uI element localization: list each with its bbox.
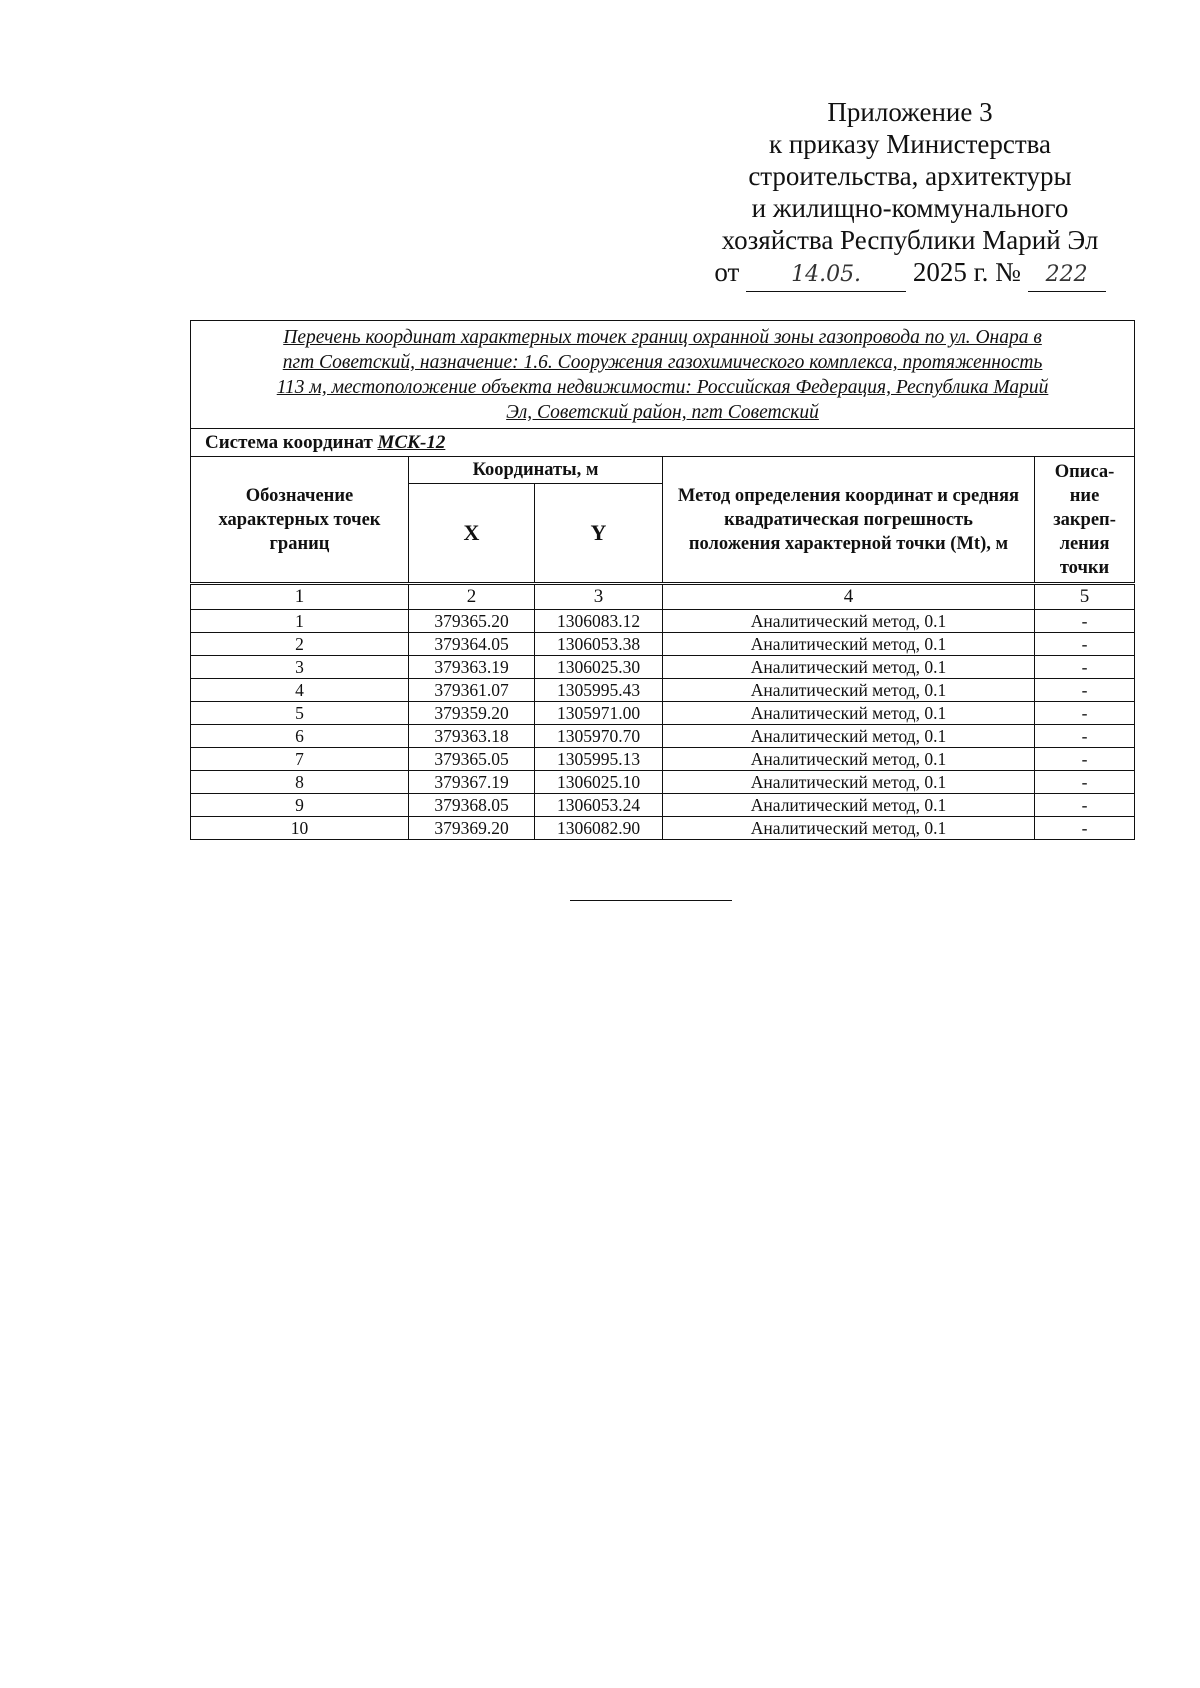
coordinates-table-container: [190, 320, 1134, 840]
header-method: Метод определения координат и средняя квадратическая погрешность положения характерной точки (Mt), м: [663, 457, 1035, 584]
coordinate-system-row: [191, 429, 1135, 457]
cell-x: 379368.05: [409, 794, 535, 817]
header-y: Y: [535, 484, 663, 584]
order-date-handwritten: 14.05.: [746, 259, 906, 292]
cell-description: -: [1035, 656, 1135, 679]
cell-description: -: [1035, 633, 1135, 656]
cell-point: 3: [191, 656, 409, 679]
column-number: 1: [191, 584, 409, 610]
cell-y: 1306025.10: [535, 771, 663, 794]
cell-point: 5: [191, 702, 409, 725]
table-row: [191, 725, 1135, 748]
cell-method: Аналитический метод, 0.1: [663, 679, 1035, 702]
header-line-2: к приказу Министерства: [768, 129, 1052, 159]
cell-method: Аналитический метод, 0.1: [663, 725, 1035, 748]
cell-y: 1306082.90: [535, 817, 663, 840]
header-coordinates: Координаты, м: [409, 457, 663, 484]
column-number-row: [191, 584, 1135, 610]
cell-y: 1306053.24: [535, 794, 663, 817]
cell-description: -: [1035, 679, 1135, 702]
order-number-handwritten: 222: [1028, 259, 1106, 292]
caption-line-1: Перечень координат характерных точек границ охранной зоны газопровода по ул. Онара в: [283, 327, 1042, 348]
cell-x: 379365.05: [409, 748, 535, 771]
caption-line-4: Эл, Советский район, пгт Советский: [506, 402, 819, 423]
cell-x: 379367.19: [409, 771, 535, 794]
cell-description: -: [1035, 771, 1135, 794]
table-row: [191, 771, 1135, 794]
coordinate-system-value: МСК-12: [377, 431, 446, 453]
cell-x: 379363.18: [409, 725, 535, 748]
header-line-4: и жилищно-коммунального: [751, 193, 1069, 223]
cell-point: 4: [191, 679, 409, 702]
table-caption: [191, 321, 1135, 429]
cell-point: 1: [191, 610, 409, 633]
cell-description: -: [1035, 794, 1135, 817]
cell-description: -: [1035, 748, 1135, 771]
cell-method: Аналитический метод, 0.1: [663, 748, 1035, 771]
column-number: 5: [1035, 584, 1135, 610]
cell-point: 2: [191, 633, 409, 656]
cell-method: Аналитический метод, 0.1: [663, 794, 1035, 817]
column-number: 3: [535, 584, 663, 610]
cell-method: Аналитический метод, 0.1: [663, 771, 1035, 794]
column-number: 4: [663, 584, 1035, 610]
cell-method: Аналитический метод, 0.1: [663, 656, 1035, 679]
appendix-title: Приложение 3: [827, 97, 993, 127]
cell-y: 1305995.13: [535, 748, 663, 771]
cell-point: 8: [191, 771, 409, 794]
closing-rule-divider: [570, 900, 732, 901]
order-prefix: от: [714, 257, 740, 287]
table-row: [191, 610, 1135, 633]
column-number: 2: [409, 584, 535, 610]
header-line-3: строительства, архитектуры: [748, 161, 1072, 191]
cell-method: Аналитический метод, 0.1: [663, 633, 1035, 656]
header-x: X: [409, 484, 535, 584]
cell-y: 1306053.38: [535, 633, 663, 656]
cell-method: Аналитический метод, 0.1: [663, 610, 1035, 633]
cell-x: 379364.05: [409, 633, 535, 656]
cell-description: -: [1035, 817, 1135, 840]
caption-line-2: пгт Советский, назначение: 1.6. Сооружения газохимического комплекса, протяженность: [282, 352, 1043, 373]
cell-description: -: [1035, 702, 1135, 725]
cell-x: 379361.07: [409, 679, 535, 702]
table-row: [191, 748, 1135, 771]
table-body: [191, 610, 1135, 840]
table-row: [191, 817, 1135, 840]
table-row: [191, 656, 1135, 679]
caption-line-3: 113 м, местоположение объекта недвижимости: Российская Федерация, Республика Марий: [276, 377, 1049, 398]
cell-x: 379369.20: [409, 817, 535, 840]
table-row: [191, 794, 1135, 817]
cell-y: 1305995.43: [535, 679, 663, 702]
appendix-header: [690, 96, 1130, 292]
cell-y: 1305970.70: [535, 725, 663, 748]
cell-y: 1306083.12: [535, 610, 663, 633]
cell-x: 379359.20: [409, 702, 535, 725]
cell-y: 1306025.30: [535, 656, 663, 679]
cell-x: 379365.20: [409, 610, 535, 633]
table-row: [191, 702, 1135, 725]
coordinates-table: [190, 320, 1135, 840]
cell-description: -: [1035, 610, 1135, 633]
cell-point: 10: [191, 817, 409, 840]
cell-method: Аналитический метод, 0.1: [663, 817, 1035, 840]
coordinate-system-label: Система координат: [205, 431, 373, 453]
cell-point: 7: [191, 748, 409, 771]
cell-x: 379363.19: [409, 656, 535, 679]
cell-y: 1305971.00: [535, 702, 663, 725]
order-line: [690, 256, 1130, 292]
header-point: Обозначение характерных точек границ: [191, 457, 409, 584]
cell-point: 6: [191, 725, 409, 748]
order-year: 2025 г. №: [912, 257, 1021, 287]
cell-description: -: [1035, 725, 1135, 748]
header-line-5: хозяйства Республики Марий Эл: [721, 225, 1099, 255]
header-description: Описа-ние закреп-ления точки: [1035, 457, 1135, 584]
table-row: [191, 679, 1135, 702]
cell-point: 9: [191, 794, 409, 817]
cell-method: Аналитический метод, 0.1: [663, 702, 1035, 725]
table-row: [191, 633, 1135, 656]
